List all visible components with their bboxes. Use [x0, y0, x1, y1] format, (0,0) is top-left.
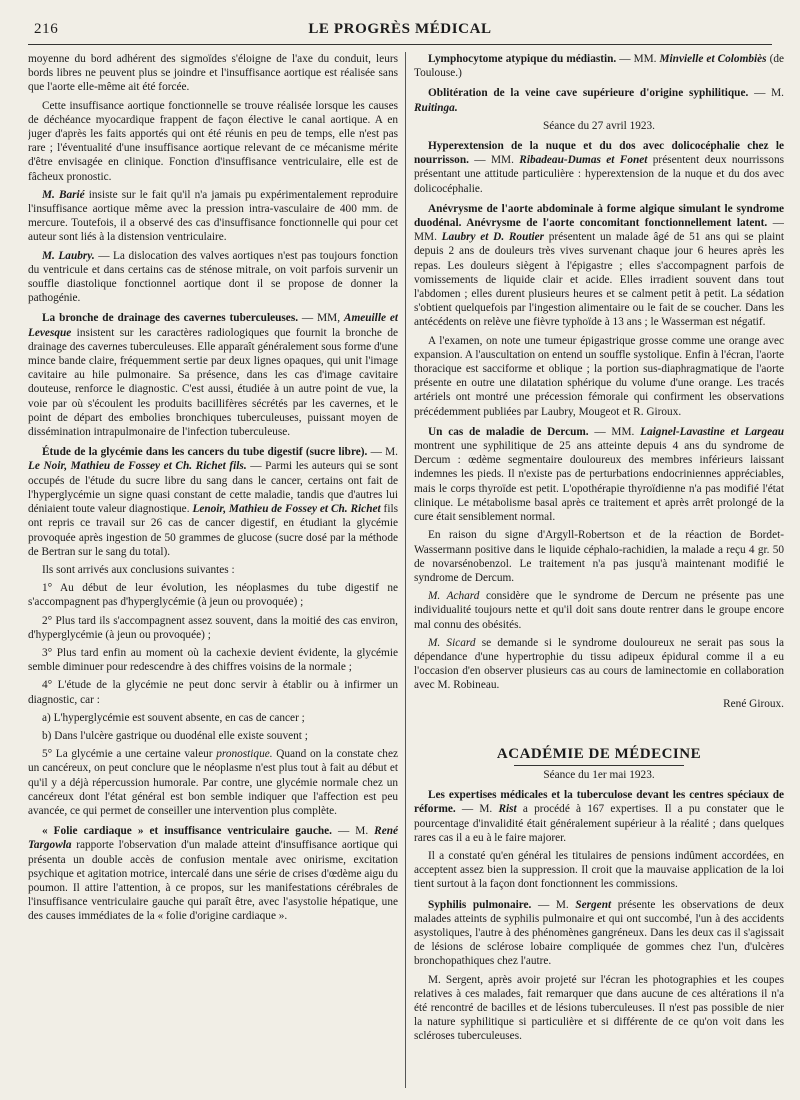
authors-anevrysme: Laubry et D. Routier [441, 231, 545, 244]
left-column [28, 52, 398, 1092]
article-expertises: Les expertises médicales et la tuberculose devant les centres spéciaux de réforme. — M. Rist a procédé à 167 expertises. Il a pu constater que le pourcentage d'invalidité était généralement supérieur à la réalité ; dans quelques rares cas il a eu à le faire majorer. [414, 789, 784, 844]
intro-paragraph: moyenne du bord adhérent des sigmoïdes s'éloigne de l'axe du conduit, leurs bords libres ne peuvent plus se joindre et l'insuffisance aortique est réalisée sans que l'aorte elle-même ait été forcée. [28, 53, 398, 94]
article-title-bronche: La bronche de drainage des cavernes tuberculeuses. [42, 312, 299, 325]
conclusion-4: 4° L'étude de la glycémie ne peut donc servir à établir ou à infirmer un diagnostic, car : [28, 679, 398, 706]
author-rist: Rist [498, 803, 517, 816]
paragraph-dercum-traitement: En raison du signe d'Argyll-Robertson et de la réaction de Bordet-Wassermann positive dans le liquide céphalo-rachidien, la malade a reçu 4 gr. 50 de novarsénobenzol. Le traitement n'a pas jusqu'à maintenant modifié le syndrome de Dercum. [414, 529, 784, 584]
seance-date: Séance du 27 avril 1923. [543, 119, 655, 132]
paragraph-barie: M. Barié insiste sur le fait qu'il n'a jamais pu expérimentalement reproduire l'insuffisance aortique même avec la pression intra-vasculaire de 400 mm. de mercure. Toutefois, il a observé des cas d'insuffisance fonctionnelle qui pour cet auteur sont liés à la distension ventriculaire. [28, 188, 398, 244]
authors-hyperextension: Ribadeau-Dumas et Fonet [519, 154, 648, 167]
author-barie: M. Barié [42, 188, 85, 201]
paragraph-achard: M. Achard considère que le syndrome de Dercum ne présente pas une individualité toujours nette et qu'il doit sans doute rentrer dans le groupe encore mal connu des obésités. [414, 590, 784, 631]
author-achard: M. Achard [428, 590, 480, 603]
paragraph-examen: A l'examen, on note une tumeur épigastrique grosse comme une orange avec expansion. A l'auscultation on entend un souffle systolique. Enfin à l'écran, l'aorte thoracique est sacciforme et oblique ; la portion sus-diaphragmatique de l'aorte présente en outre une dilatation sphérique du volume d'une orange. Les tracés artériels ont montré une précession fémorale qui confirment les observations précédemment publiées par Laubry, Mougeot et R. Giroux. [414, 334, 784, 418]
journal-title: LE PROGRÈS MÉDICAL [308, 20, 492, 37]
article-title-expertises: Les expertises médicales et la tuberculose devant les centres spéciaux de réforme. [414, 789, 784, 816]
article-lymphocytome: Lymphocytome atypique du médiastin. — MM. Minvielle et Colombiès (de Toulouse.) [414, 53, 784, 80]
article-title-obliteration: Oblitération de la veine cave supérieure d'origine syphilitique. [428, 87, 749, 100]
conclusion-4a: a) L'hyperglycémie est souvent absente, en cas de cancer ; [42, 711, 305, 724]
article-title-hyperextension: Hyperextension de la nuque et du dos avec dolicocéphalie chez le nourrisson. [414, 140, 784, 167]
academy-date: Séance du 1er mai 1923. [543, 768, 655, 781]
article-title-glycemie: Étude de la glycémie dans les cancers du tube digestif (sucre libre). [42, 446, 368, 459]
article-title-folie: « Folie cardiaque » et insuffisance ventriculaire gauche. [42, 825, 332, 838]
page-number: 216 [34, 20, 59, 37]
paragraph-sergent: M. Sergent, après avoir projeté sur l'écran les photographies et les coupes relatives à ces malades, fait remarquer que dans aucune de ces altérations il n'a été rencontré de bacilles et de lésions tuberculeuses. Il n'est pas possible de nier la nature syphilitique si particulière et si différente de ce qu'on voit dans les scléroses tuberculeuses. [414, 973, 784, 1043]
author-sicard: M. Sicard [428, 636, 476, 649]
section-heading-academie: ACADÉMIE DE MÉDECINE [496, 745, 702, 762]
page-header [34, 16, 766, 42]
authors-lymphocytome: Minvielle et Colombiès [659, 53, 767, 65]
article-bronche: La bronche de drainage des cavernes tuberculeuses. — MM, Ameuille et Levesque insistent sur les caractères radiologiques que fournit la bronche de drainage des cavernes tuberculeuses. Elle apparaît généralement sous forme d'une mince bande claire, fréquemment sertie par deux lignes opaques, qui unit l'image cavitaire au hile pulmonaire. Sa présence, dans les cas d'image cavitaire douteuse, renforce le diagnostic. C'est aussi, étudiée à un autre point de vue, la voie par où s'écoulent les produits bacillifères sécrétés par les cavernes, et le point de départ des embolies bronchiques tuberculeuses, puissant moyen de dissémination intrapulmonaire de l'infection tuberculeuse. [28, 312, 398, 439]
authors-glycemie: Le Noir, Mathieu de Fossey et Ch. Richet fils. [28, 460, 247, 473]
paragraph-laubry: M. Laubry. — La dislocation des valves aortiques n'est pas toujours fonction du ventricule et dans certains cas de sténose mitrale, on voit parfois survenir un souffle diastolique fonctionnel aortique dont il se propose de donner la pathogénie. [28, 249, 398, 305]
article-title-lymphocytome: Lymphocytome atypique du médiastin. [428, 53, 617, 65]
signature: René Giroux. [723, 697, 784, 710]
article-title-syphilis: Syphilis pulmonaire. [428, 898, 532, 911]
author-ruitinga: Ruitinga. [414, 101, 458, 114]
article-title-anevrysme: Anévrysme de l'aorte abdominale à forme algique simulant le syndrome duodénal. Anévrysme de l'aorte concomitant fonctionnellement latent. [414, 202, 784, 230]
author-targowla: René Targowla [28, 825, 398, 852]
column-divider [405, 52, 406, 1088]
conclusion-3: 3° Plus tard enfin au moment où la cachexie devient évidente, la glycémie semble diminuer pour redescendre à des chiffres voisins de la normale ; [28, 646, 398, 674]
article-glycemie: Étude de la glycémie dans les cancers du tube digestif (sucre libre). — M. Le Noir, Mathieu de Fossey et Ch. Richet fils. — Parmi les auteurs qui se sont occupés de l'étude du sucre libre du sang dans le cancer, certains ont fait de l'hyperglycémie un signe quasi constant de cette maladie, tandis que d'autres lui déniaient toute valeur diagnostique. Lenoir, Mathieu de Fossey et Ch. Richet fils ont repris ce travail sur 26 cas de cancer digestif, en étudiant la glycémie provoquée après ingestion de 50 grammes de glucose (sucre dosé par la méthode de Bertran sur le sang du total). [28, 446, 398, 558]
conclusion-2: 2° Plus tard ils s'accompagnent assez souvent, dans la moitié des cas environ, d'hyperglycémie (à jeun ou provoquée) ; [28, 614, 398, 641]
author-sergent: Sergent [575, 898, 612, 911]
article-obliteration: Oblitération de la veine cave supérieure d'origine syphilitique. — M. Ruitinga. [414, 87, 784, 114]
conclusion-4b: b) Dans l'ulcère gastrique ou duodénal elle existe souvent ; [42, 729, 308, 742]
paragraph-sicard: M. Sicard se demande si le syndrome douloureux ne serait pas sous la dépendance d'une hypertrophie du tissu adipeux épidural comme il a eu l'occasion d'en observer plusieurs cas au cours de laminectomie en collaboration avec M. Robineau. [414, 636, 784, 692]
article-anevrysme: Anévrysme de l'aorte abdominale à forme algique simulant le syndrome duodénal. Anévrysme de l'aorte concomitant fonctionnellement latent. — MM. Laubry et D. Routier présentent un malade âgé de 51 ans qui se plaint depuis 2 ans de douleurs très vives survenant chaque jour 6 heures après les repas. Les douleurs siègent à l'épigastre ; elles s'accompagnent parfois de vomissements de liquide clair et acide. Elles irradient souvent dans tout l'abdomen ; elles durent plusieurs heures et se calment petit à petit. La sédation s'obtient quelquefois par l'ingestion alimentaire ou le fait de se coucher. Dans les antécédents on relève une fièvre typhoïde à 13 ans ; le Wasserman est négatif. [414, 202, 784, 329]
right-column [414, 52, 784, 1092]
conclusion-5: 5° La glycémie a une certaine valeur pronostique. Quand on la constate chez un cancéreux, on peut conclure que le néoplasme n'est plus tout à fait au début et qu'il y a déjà répercussion humorale. Par contre, une glycémie normale chez un cancéreux dont l'état général est bon semble indiquer que l'affection est peu avancée, ce qui permet de conseiller une intervention plus complète. [28, 748, 398, 817]
authors-bronche: Ameuille et Levesque [28, 312, 398, 339]
article-syphilis: Syphilis pulmonaire. — M. Sergent présente les observations de deux malades atteints de syphilis pulmonaire et qui ont succombé, l'un à des accidents asystoliques, l'autre à des phénomènes gangréneux. Dans les deux cas il s'agissait de lésions de sclérose lobaire compliquée de gommes chez l'un, d'ulcères bronchopathiques chez l'autre. [414, 898, 784, 968]
author-laubry: M. Laubry. [42, 249, 95, 262]
header-rule [28, 44, 772, 45]
section-heading-rule [514, 765, 684, 766]
authors-glycemie-2: Lenoir, Mathieu de Fossey et Ch. Richet [192, 503, 381, 516]
authors-dercum: Laignel-Lavastine et Largeau [640, 425, 784, 438]
article-hyperextension: Hyperextension de la nuque et du dos avec dolicocéphalie chez le nourrisson. — MM. Ribadeau-Dumas et Fonet présentent deux nourrissons présentant une attitude particulière : hyperextension de la nuque et du dos avec dolicocéphalie. [414, 140, 784, 195]
conclusion-1: 1° Au début de leur évolution, les néoplasmes du tube digestif ne s'accompagnent pas d'hyperglycémie (à jeun ou provoquée) ; [28, 582, 398, 609]
article-dercum: Un cas de maladie de Dercum. — MM. Laignel-Lavastine et Largeau montrent une syphilitique de 25 ans atteinte depuis 4 ans du syndrome de Dercum : œdème segmentaire douloureux des membres inférieurs laissant indemnes les pieds. Il n'existe pas de perturbations endocriniennes appréciables, mais le corps thyroïde est petit. L'opothérapie thyroïdienne n'a pas modifié l'état clinique. Le métabolisme basal après ce traitement et après arrêt prolongé de la cure était sensiblement normal. [414, 425, 784, 524]
article-title-dercum: Un cas de maladie de Dercum. [428, 425, 589, 438]
article-folie: « Folie cardiaque » et insuffisance ventriculaire gauche. — M. René Targowla rapporte l'observation d'un malade atteint d'insuffisance aortique qui présenta un double accès de confusion mentale avec onirisme, excitation psychique et agitation motrice, intercalé dans une série de crises d'œdème aigu du poumon. Il attire l'attention, à ce propos, sur les manifestations cérébrales de l'insuffisance ventriculaire gauche qui paraît être, avec l'asystolie hépatique, une des causes immédiates de la « folie d'origine cardiaque ». [28, 825, 398, 923]
paragraph-pensions: Il a constaté qu'en général les titulaires de pensions indûment accordées, en acceptent assez bien la suppression. Il croit que la mauvaise application de la loi tient surtout à la façon dont fonctionnent les commissions. [414, 849, 784, 891]
conclusions-intro: Ils sont arrivés aux conclusions suivantes : [42, 563, 235, 576]
paragraph-insuffisance: Cette insuffisance aortique fonctionnelle se trouve réalisée lorsque les causes de déchéance myocardique frappent de façon élective le canal aortique. A en juger d'après les faits apportés qui ont été réunis en peu de temps, elle n'est pas rare ; l'éventualité d'une insuffisance aortique relevant de ce mécanisme mérite d'être envisagée en clinique. Fonction d'insuffisance ventriculaire, elle est de fâcheux pronostic. [28, 99, 398, 183]
